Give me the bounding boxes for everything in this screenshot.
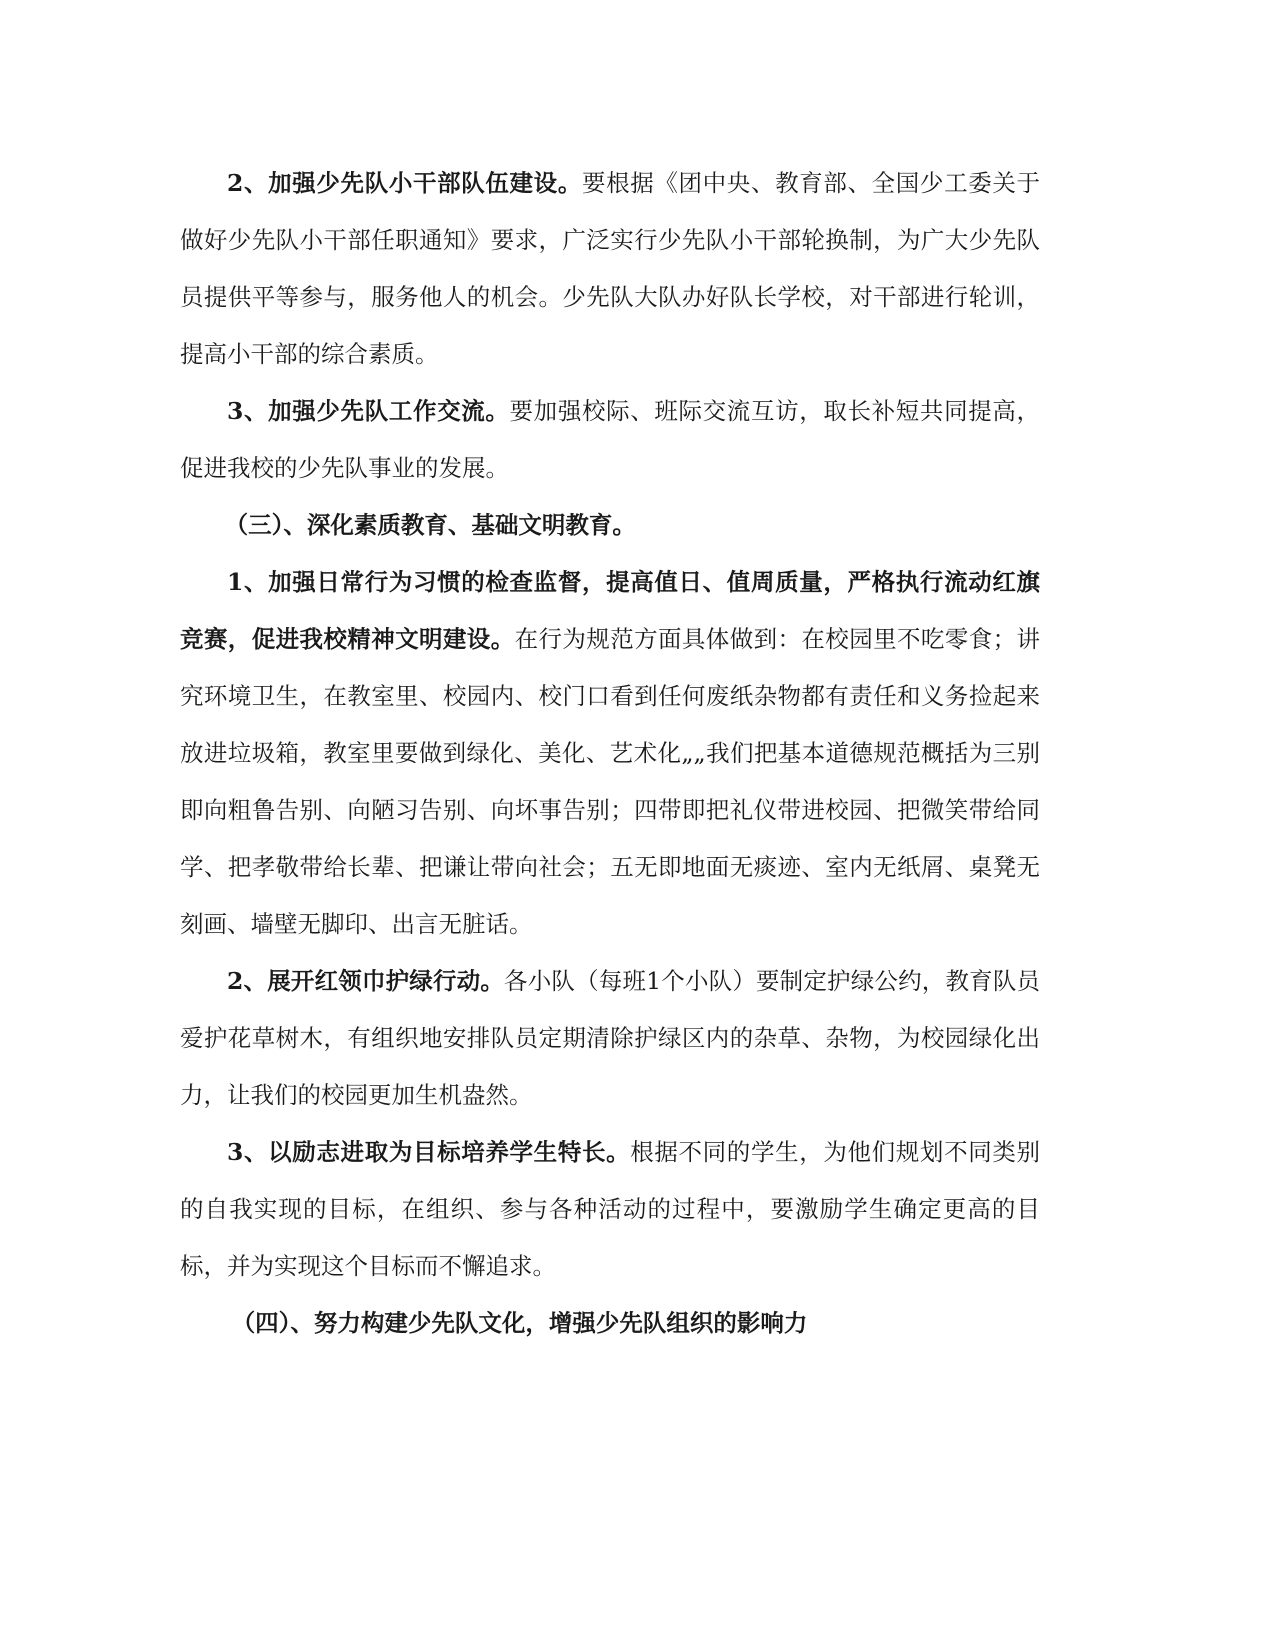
paragraph-green-action (180, 953, 1040, 1124)
paragraph-lead: 3、加强少先队工作交流。 (227, 397, 510, 425)
paragraph-body: 在行为规范方面具体做到：在校园里不吃零食；讲究环境卫生，在教室里、校园内、校门口看到任何废纸杂物都有责任和义务捡起来放进垃圾箱，教室里要做到绿化、美化、艺术化„„我们把基本道德规范概括为三别即向粗鲁告别、向陋习告别、向坏事告别；四带即把礼仪带进校园、把微笑带给同学、把孝敬带给长辈、把谦让带向社会；五无即地面无痰迹、室内无纸屑、桌凳无刻画、墙壁无脚印、出言无脏话。 (180, 625, 1041, 938)
section-heading-3: （三）、深化素质教育、基础文明教育。 (224, 511, 636, 539)
paragraph-daily-behavior (180, 554, 1040, 953)
section-heading-4: （四）、努力构建少先队文化，增强少先队组织的影响力 (231, 1309, 808, 1337)
paragraph-lead: 2、展开红领巾护绿行动。 (227, 967, 505, 995)
paragraph-body: 各小队（每班1个小队）要制定护绿公约，教育队员爱护花草树木，有组织地安排队员定期清除护绿区内的杂草、杂物，为校园绿化出力，让我们的校园更加生机盎然。 (180, 967, 1041, 1109)
paragraph-cadre-building (180, 155, 1040, 383)
paragraph-student-talents (180, 1124, 1040, 1295)
paragraph-work-exchange (180, 383, 1040, 497)
document-page (180, 155, 1040, 1352)
paragraph-lead: 3、以励志进取为目标培养学生特长。 (227, 1138, 631, 1166)
paragraph-body: 要加强校际、班际交流互访，取长补短共同提高，促进我校的少先队事业的发展。 (180, 397, 1040, 482)
paragraph-lead: 1、加强日常行为习惯的检查监督，提高值日、值周质量，严格执行流动红旗竞赛，促进我校精神文明建设。 (180, 568, 1040, 653)
paragraph-body: 根据不同的学生，为他们规划不同类别的自我实现的目标，在组织、参与各种活动的过程中，要激励学生确定更高的目标，并为实现这个目标而不懈追求。 (180, 1138, 1040, 1280)
paragraph-lead: 2、加强少先队小干部队伍建设。 (227, 169, 582, 197)
paragraph-body: 要根据《团中央、教育部、全国少工委关于做好少先队小干部任职通知》要求，广泛实行少先队小干部轮换制，为广大少先队员提供平等参与，服务他人的机会。少先队大队办好队长学校，对干部进行轮训，提高小干部的综合素质。 (180, 169, 1040, 368)
